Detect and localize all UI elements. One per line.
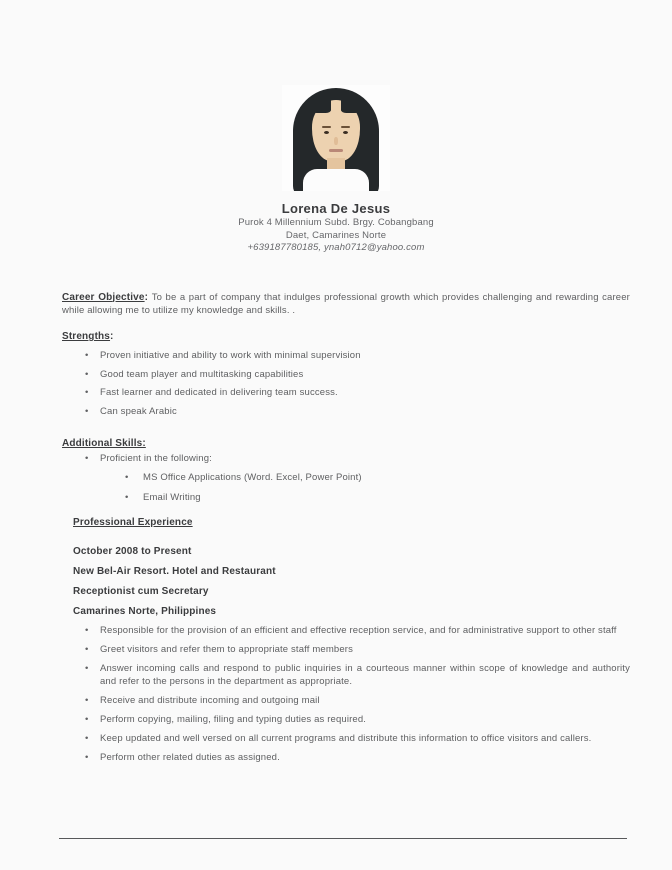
photo-brow-left <box>322 126 331 128</box>
experience-duty-item: • Perform other related duties as assigned. <box>85 751 630 764</box>
career-objective-text: To be a part of company that indulges professional growth which provides challenging and rewarding career while allowing me to utilize my knowledge and skills. . <box>62 291 630 316</box>
strengths-heading-colon: : <box>110 331 114 342</box>
strengths-list-item: • Can speak Arabic <box>85 405 630 418</box>
profile-photo <box>282 85 390 191</box>
experience-duty-item: • Receive and distribute incoming and outgoing mail <box>85 694 630 707</box>
experience-duty-item: • Responsible for the provision of an efficient and effective reception service, and for administrative support to other staff <box>85 624 630 637</box>
photo-nose <box>334 137 338 145</box>
additional-skills-intro-list <box>85 452 630 465</box>
experience-position: Receptionist cum Secretary <box>73 586 209 597</box>
photo-eye-left <box>324 131 329 134</box>
photo-hairline-right <box>341 97 363 113</box>
strengths-heading <box>62 330 630 343</box>
experience-company: New Bel-Air Resort. Hotel and Restaurant <box>73 566 276 577</box>
career-objective-label: Career Objective <box>62 291 145 303</box>
strengths-heading-label: Strengths <box>62 331 111 342</box>
photo-hairline-left <box>309 97 331 113</box>
career-objective-colon: : <box>144 291 152 303</box>
address-line-2: Daet, Camarines Norte <box>285 229 387 241</box>
experience-duties-section <box>62 624 630 770</box>
header-block <box>0 201 672 255</box>
experience-period: October 2008 to Present <box>73 546 192 557</box>
experience-details <box>73 545 276 625</box>
strengths-list <box>85 349 630 418</box>
contact-line: +639187780185, ynah0712@yahoo.com <box>247 242 425 253</box>
experience-duty-item: • Keep updated and well versed on all current programs and distribute this information to office visitors and callers. <box>85 732 630 745</box>
strengths-list-item: • Fast learner and dedicated in delivering team success. <box>85 386 630 399</box>
experience-duty-item: • Perform copying, mailing, filing and typing duties as required. <box>85 713 630 726</box>
photo-mouth <box>329 149 343 152</box>
experience-duty-item: • Answer incoming calls and respond to public inquiries in a courteous manner within scope of knowledge and authority and refer to the persons in the department as appropriate. <box>85 662 630 688</box>
experience-duty-item: • Greet visitors and refer them to appropriate staff members <box>85 643 630 656</box>
additional-skills-section <box>62 437 630 511</box>
experience-duties-list <box>85 624 630 764</box>
additional-skills-subitem: • Email Writing <box>125 491 630 504</box>
additional-skills-intro: • Proficient in the following: <box>85 452 630 465</box>
career-objective-paragraph <box>62 291 630 317</box>
photo-shirt <box>303 169 369 191</box>
experience-location: Camarines Norte, Philippines <box>73 606 217 617</box>
photo-brow-right <box>341 126 350 128</box>
additional-skills-heading <box>62 437 630 450</box>
address-line-1: Purok 4 Millennium Subd. Brgy. Cobangbang <box>238 217 434 228</box>
additional-skills-heading-label: Additional Skills: <box>62 438 146 449</box>
candidate-name: Lorena De Jesus <box>281 201 391 216</box>
experience-heading <box>73 516 193 529</box>
photo-eye-right <box>343 131 348 134</box>
bottom-divider <box>59 838 627 839</box>
strengths-list-item: • Proven initiative and ability to work with minimal supervision <box>85 349 630 362</box>
strengths-section <box>62 330 630 423</box>
experience-heading-label: Professional Experience <box>73 517 193 528</box>
additional-skills-sublist <box>125 471 630 504</box>
strengths-list-item: • Good team player and multitasking capabilities <box>85 368 630 381</box>
additional-skills-subitem: • MS Office Applications (Word. Excel, Power Point) <box>125 471 630 484</box>
